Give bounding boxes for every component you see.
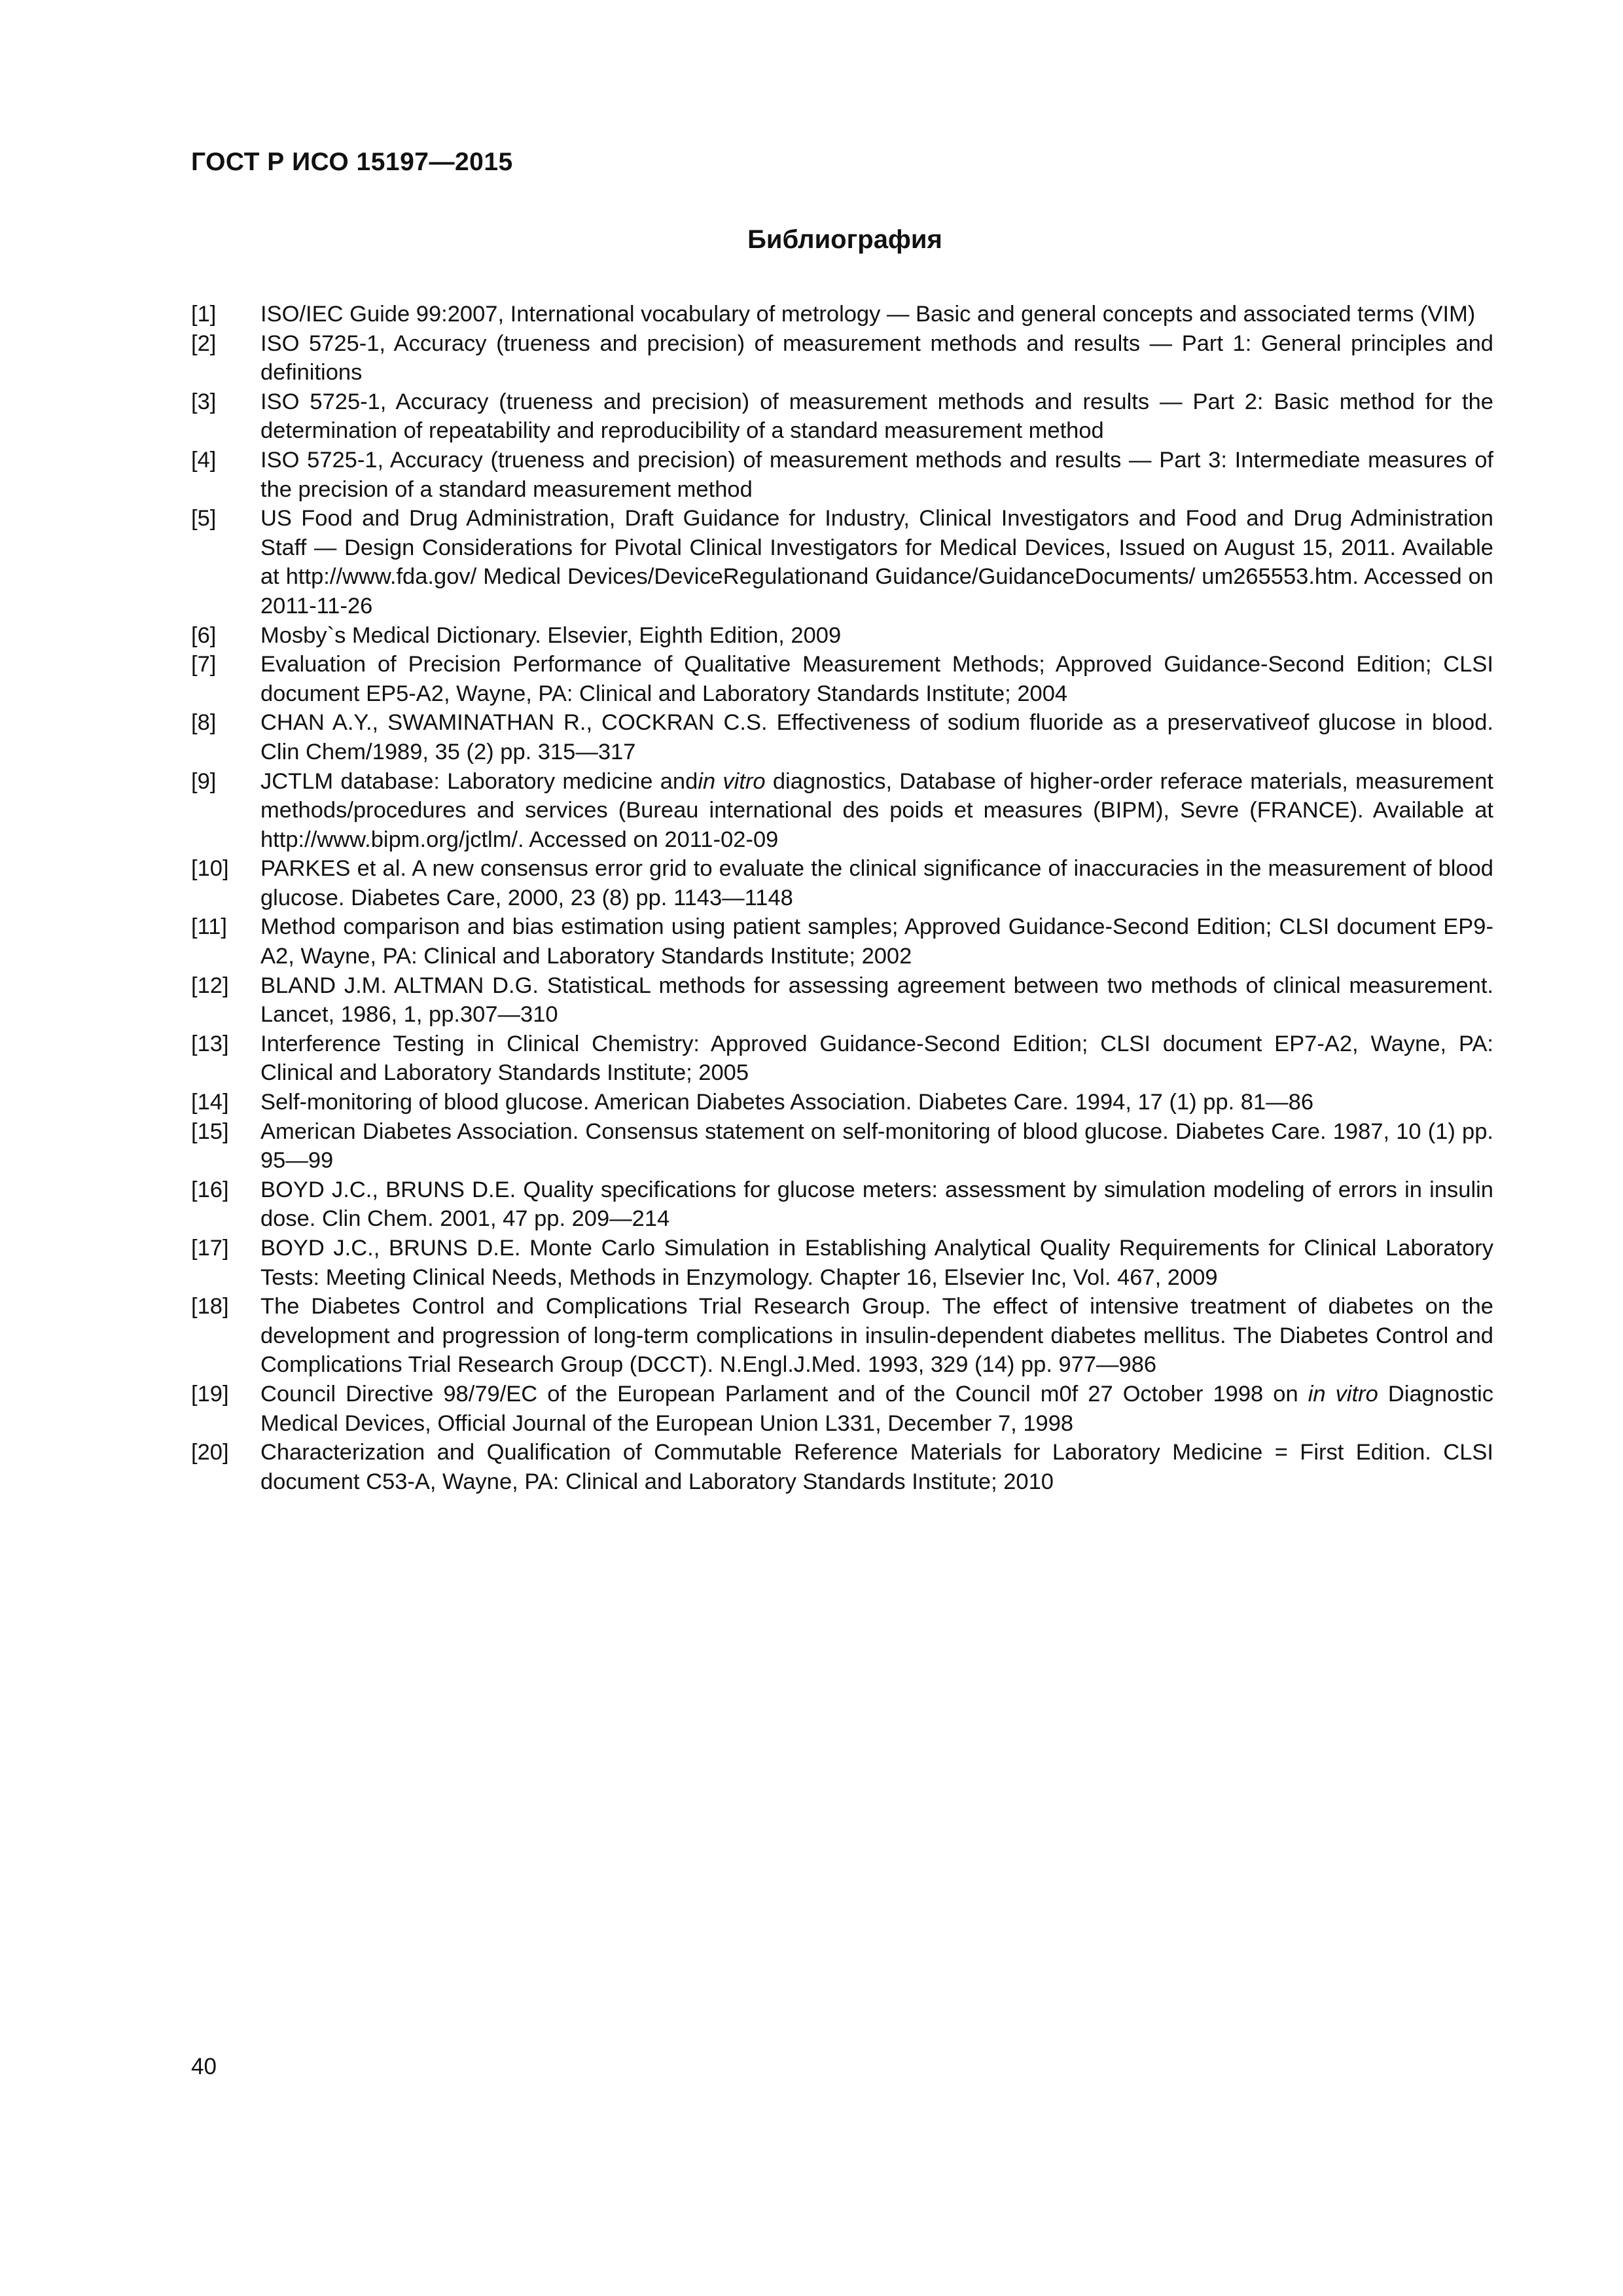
reference-number: [4]: [191, 447, 217, 473]
reference-text: BLAND J.M. ALTMAN D.G. StatisticaL methods for assessing agreement between two methods of clinical measurement. Lancet, 1986, 1, pp.307—310: [260, 973, 1493, 1028]
list-item: [191, 767, 1493, 855]
reference-text-italic: in vitro: [698, 768, 766, 794]
reference-number: [14]: [191, 1090, 229, 1115]
reference-text-italic: in vitro: [1308, 1381, 1378, 1407]
reference-number: [5]: [191, 506, 217, 531]
list-item: [191, 854, 1493, 912]
reference-number: [9]: [191, 768, 217, 794]
reference-text: The Diabetes Control and Complications Trial Research Group. The effect of intensive treatment of diabetes on the development and progression of long-term complications in insulin-dependent diabetes mellitus. The Diabetes Control and Complications Trial Research Group (DCCT). N.Engl.J.Med. 1993, 329 (14) pp. 977—986: [260, 1294, 1493, 1378]
reference-number: [17]: [191, 1236, 229, 1261]
reference-text: Characterization and Qualification of Commutable Reference Materials for Laboratory Medicine = First Edition. CLSI document C53-A, Wayne, PA: Clinical and Laboratory Standards Institute; 2010: [260, 1440, 1493, 1494]
reference-number: [11]: [191, 914, 227, 940]
list-item: [191, 1234, 1493, 1292]
list-item: [191, 621, 1493, 651]
reference-text: [260, 1380, 1493, 1438]
reference-text: Mosby`s Medical Dictionary. Elsevier, Eighth Edition, 2009: [260, 622, 842, 648]
reference-text: PARKES et al. A new consensus error grid to evaluate the clinical significance of inaccuracies in the measurement of blood glucose. Diabetes Care, 2000, 23 (8) pp. 1143—1148: [260, 856, 1493, 910]
reference-number: [15]: [191, 1119, 229, 1144]
reference-text-part: diagnostics, Database of higher-order referace materials, measurement methods/procedures and services (Bureau international des poids et measures (BIPM), Sevre (FRANCE). Available at http://www.bipm.org/jctlm/. Accessed on 2011-02-09: [260, 768, 1494, 852]
reference-text: ISO 5725-1, Accuracy (trueness and precision) of measurement methods and results — Part 1: General principles and definitions: [260, 331, 1493, 386]
reference-text: CHAN A.Y., SWAMINATHAN R., COCKRAN C.S. Effectiveness of sodium fluoride as a preservativeof glucose in blood. Clin Chem/1989, 35 (2) pp. 315—317: [260, 710, 1493, 764]
reference-number: [7]: [191, 652, 217, 677]
reference-text: Evaluation of Precision Performance of Qualitative Measurement Methods; Approved Guidance-Second Edition; CLSI document EP5-A2, Wayne, PA: Clinical and Laboratory Standards Institute; 2004: [260, 652, 1493, 706]
reference-number: [16]: [191, 1177, 229, 1202]
reference-text: BOYD J.C., BRUNS D.E. Quality specifications for glucose meters: assessment by simulation modeling of errors in insulin dose. Clin Chem. 2001, 47 pp. 209—214: [260, 1177, 1493, 1232]
reference-text: ISO/IEC Guide 99:2007, International vocabulary of metrology — Basic and general concepts and associated terms (VIM): [260, 302, 1476, 327]
list-item: [191, 387, 1493, 446]
list-item: [191, 504, 1493, 620]
document-header: ГОСТ Р ИСО 15197—2015: [191, 148, 513, 176]
reference-number: [19]: [191, 1381, 229, 1407]
list-item: [191, 446, 1493, 504]
reference-number: [3]: [191, 389, 217, 414]
reference-number: [8]: [191, 710, 217, 736]
section-title: Библиография: [747, 225, 942, 254]
reference-text-part: Council Directive 98/79/EC of the European Parlament and of the Council m0f 27 October 1998 on: [260, 1381, 1308, 1407]
list-item: [191, 1088, 1493, 1117]
reference-text: Interference Testing in Clinical Chemistry: Approved Guidance-Second Edition; CLSI document EP7-A2, Wayne, PA: Clinical and Laboratory Standards Institute; 2005: [260, 1031, 1493, 1086]
reference-text: ISO 5725-1, Accuracy (trueness and precision) of measurement methods and results — Part 2: Basic method for the determination of repeatability and reproducibility of a standard measurement method: [260, 389, 1493, 444]
reference-number: [13]: [191, 1031, 229, 1056]
reference-text-part: JCTLM database: Laboratory medicine and: [260, 768, 698, 794]
reference-number: [20]: [191, 1440, 229, 1465]
reference-number: [12]: [191, 973, 229, 998]
list-item: [191, 1175, 1493, 1234]
reference-text: [260, 767, 1493, 855]
bibliography-list: [191, 300, 1493, 1496]
reference-number: [6]: [191, 622, 217, 648]
list-item: [191, 1438, 1493, 1496]
reference-text: American Diabetes Association. Consensus statement on self-monitoring of blood glucose. Diabetes Care. 1987, 10 (1) pp. 95—99: [260, 1119, 1493, 1174]
reference-number: [1]: [191, 302, 217, 327]
list-item: [191, 329, 1493, 387]
reference-number: [2]: [191, 331, 217, 356]
reference-text: ISO 5725-1, Accuracy (trueness and precision) of measurement methods and results — Part 3: Intermediate measures of the precision of a standard measurement method: [260, 447, 1493, 502]
list-item: [191, 650, 1493, 708]
list-item: [191, 1117, 1493, 1175]
list-item: [191, 1030, 1493, 1088]
page-number: 40: [191, 2054, 217, 2079]
list-item: [191, 1292, 1493, 1380]
reference-text: Self-monitoring of blood glucose. American Diabetes Association. Diabetes Care. 1994, 17 (1) pp. 81—86: [260, 1090, 1314, 1115]
reference-number: [18]: [191, 1294, 229, 1319]
list-item: [191, 300, 1493, 329]
reference-text-part: Diagnostic Medical Devices, Official Journal of the European Union L331, December 7, 1998: [260, 1381, 1493, 1436]
reference-text: BOYD J.C., BRUNS D.E. Monte Carlo Simulation in Establishing Analytical Quality Requirements for Clinical Laboratory Tests: Meeting Clinical Needs, Methods in Enzymology. Chapter 16, Elsevier Inc, Vol. 467, 2009: [260, 1236, 1493, 1290]
reference-number: [10]: [191, 856, 229, 882]
list-item: [191, 1380, 1493, 1438]
reference-text: Method comparison and bias estimation using patient samples; Approved Guidance-Second Edition; CLSI document EP9-A2, Wayne, PA: Clinical and Laboratory Standards Institute; 2002: [260, 914, 1493, 969]
list-item: [191, 971, 1493, 1030]
list-item: [191, 708, 1493, 766]
reference-text: US Food and Drug Administration, Draft Guidance for Industry, Clinical Investigators and Food and Drug Administration Staff — Design Considerations for Pivotal Clinical Investigators for Medical Devices, Issued on August 15, 2011. Available at http://www.fda.gov/ Medical Devices/DeviceRegulationand Guidance/GuidanceDocuments/ um265553.htm. Accessed on 2011-11-26: [260, 506, 1493, 619]
list-item: [191, 912, 1493, 971]
